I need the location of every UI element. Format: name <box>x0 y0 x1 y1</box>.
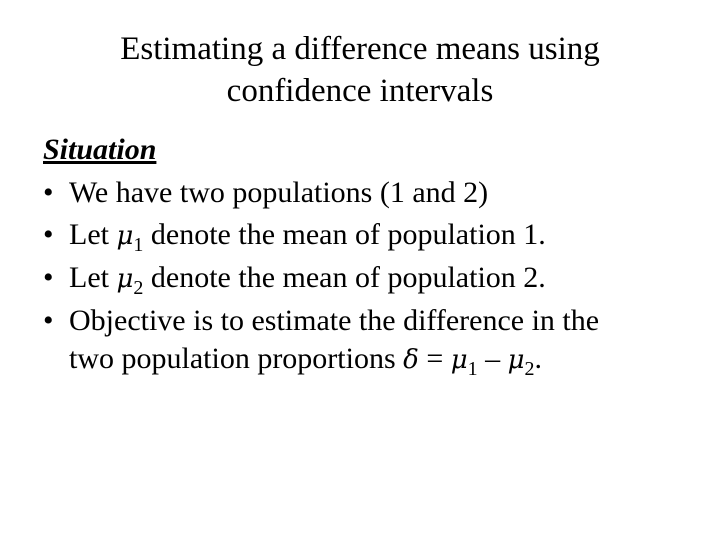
bullet-text-suffix: denote the mean of population 2. <box>143 261 546 294</box>
bullet-item <box>43 302 683 379</box>
bullet-dot-icon: • <box>43 176 54 209</box>
bullet-dot-icon: • <box>43 218 54 251</box>
mu-subscript: 2 <box>133 277 144 299</box>
bullet-item <box>43 259 683 298</box>
bullet-dot-icon: • <box>43 261 54 294</box>
mu-subscript: 2 <box>524 358 535 380</box>
bullet-text-suffix: denote the mean of population 1. <box>143 218 546 251</box>
mu-subscript: 1 <box>467 358 478 380</box>
section-heading: Situation <box>43 133 157 166</box>
bullet-item <box>43 174 683 212</box>
title-line-1: Estimating a difference means using <box>120 31 600 67</box>
bullet-dot-icon: • <box>43 304 54 337</box>
mu-symbol: μ <box>116 221 134 251</box>
bullet-text-line-2 <box>69 340 683 379</box>
slide-title <box>40 28 680 112</box>
bullet-text-prefix: Let <box>69 261 117 294</box>
bullet-text-line-1: Objective is to estimate the difference in the <box>69 304 600 337</box>
mu-symbol: μ <box>116 264 134 294</box>
period: . <box>534 342 543 375</box>
bullet-text-prefix: Let <box>69 218 117 251</box>
bullet-text-prefix: two population proportions <box>69 342 404 375</box>
mu-symbol: μ <box>507 345 525 375</box>
delta-symbol: δ <box>403 345 419 375</box>
bullet-text: We have two populations (1 and 2) <box>69 176 489 209</box>
equals-sign: = <box>418 342 451 375</box>
minus-sign: – <box>477 342 508 375</box>
mu-symbol: μ <box>450 345 468 375</box>
bullet-item <box>43 216 683 255</box>
mu-subscript: 1 <box>133 234 144 256</box>
title-line-2: confidence intervals <box>226 73 494 109</box>
slide-body <box>43 130 683 379</box>
